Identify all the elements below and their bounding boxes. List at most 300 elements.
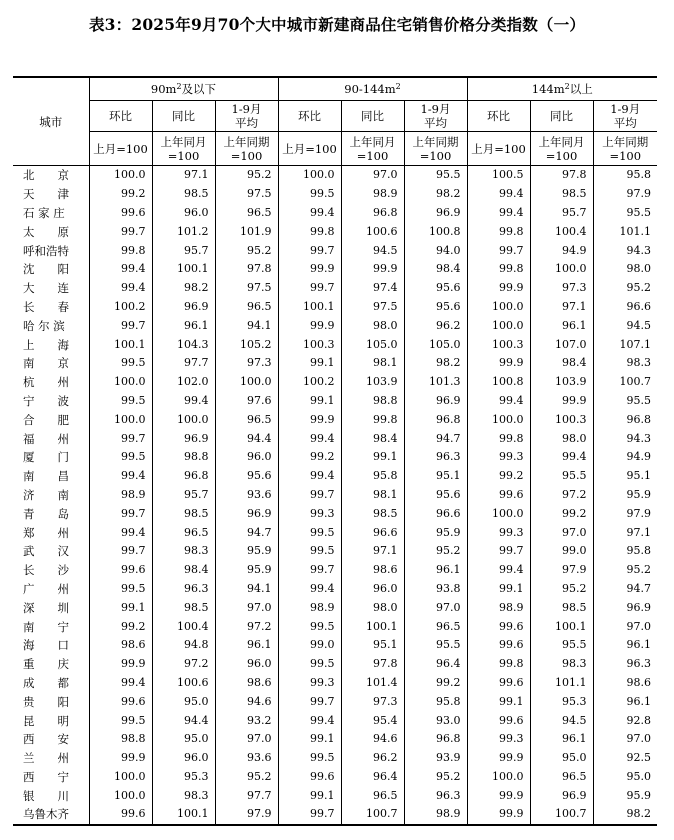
- city-name: 长 沙: [23, 563, 69, 578]
- index-value: 100.0: [530, 260, 593, 279]
- index-value: 94.5: [341, 241, 404, 260]
- index-value: 99.1: [341, 448, 404, 467]
- table-row: [13, 222, 657, 241]
- index-value: 97.9: [593, 185, 657, 204]
- index-value: 96.9: [404, 204, 467, 223]
- city-name: 深 圳: [23, 600, 69, 615]
- index-value: 100.6: [152, 674, 215, 693]
- index-value: 107.0: [530, 335, 593, 354]
- index-value: 99.4: [278, 429, 341, 448]
- index-value: 95.6: [404, 279, 467, 298]
- index-value: 97.1: [530, 298, 593, 317]
- index-value: 96.8: [152, 467, 215, 486]
- index-value: 94.8: [152, 636, 215, 655]
- index-value: 99.1: [278, 392, 341, 411]
- subheader-1-3: 1-9月 平均: [215, 101, 278, 132]
- city-name: 南 宁: [23, 619, 69, 634]
- index-value: 98.9: [404, 805, 467, 825]
- base-header-2-2: 上年同月 =100: [341, 132, 404, 166]
- index-value: 99.6: [467, 617, 530, 636]
- index-value: 100.0: [89, 786, 152, 805]
- index-value: 99.4: [89, 467, 152, 486]
- table-row: [13, 392, 657, 411]
- table-row: [13, 617, 657, 636]
- index-value: 97.0: [593, 617, 657, 636]
- index-value: 98.9: [341, 185, 404, 204]
- city-name: 天 津: [23, 187, 69, 202]
- index-value: 99.4: [278, 467, 341, 486]
- table-row: [13, 204, 657, 223]
- city-name: 厦 门: [23, 450, 69, 465]
- index-value: 98.4: [341, 429, 404, 448]
- index-value: 99.2: [467, 467, 530, 486]
- table-body: [13, 166, 657, 825]
- subheader-3-2: 同比: [530, 101, 593, 132]
- city-name: 西 宁: [23, 769, 69, 784]
- index-value: 100.8: [404, 222, 467, 241]
- index-value: 97.5: [341, 298, 404, 317]
- index-value: 96.4: [341, 768, 404, 787]
- index-value: 97.2: [215, 617, 278, 636]
- index-value: 94.3: [593, 241, 657, 260]
- table-row: [13, 561, 657, 580]
- index-value: 100.0: [215, 373, 278, 392]
- index-value: 99.6: [467, 636, 530, 655]
- index-value: 99.8: [467, 655, 530, 674]
- group-header-1: $90m^2$及以下: [89, 77, 278, 101]
- index-value: 95.3: [152, 768, 215, 787]
- index-value: 99.7: [89, 222, 152, 241]
- index-value: 98.2: [404, 354, 467, 373]
- index-value: 96.9: [530, 786, 593, 805]
- index-value: 96.1: [152, 316, 215, 335]
- base-header-3-3: 上年同期 =100: [593, 132, 657, 166]
- index-value: 99.4: [278, 711, 341, 730]
- index-value: 100.2: [89, 298, 152, 317]
- index-value: 99.8: [341, 410, 404, 429]
- index-value: 95.8: [341, 467, 404, 486]
- index-value: 105.0: [341, 335, 404, 354]
- index-value: 96.3: [152, 580, 215, 599]
- index-value: 100.4: [530, 222, 593, 241]
- index-value: 96.5: [530, 768, 593, 787]
- city-name: 南 京: [23, 356, 69, 371]
- index-value: 99.5: [278, 655, 341, 674]
- index-value: 99.4: [530, 448, 593, 467]
- index-value: 96.0: [215, 655, 278, 674]
- index-value: 99.8: [467, 222, 530, 241]
- index-value: 99.5: [278, 542, 341, 561]
- index-value: 96.5: [215, 204, 278, 223]
- index-value: 99.2: [404, 674, 467, 693]
- index-value: 96.3: [593, 655, 657, 674]
- index-value: 97.2: [530, 486, 593, 505]
- index-value: 99.1: [467, 580, 530, 599]
- index-value: 98.6: [215, 674, 278, 693]
- index-value: 95.5: [530, 467, 593, 486]
- index-value: 99.5: [278, 523, 341, 542]
- index-value: 98.9: [278, 598, 341, 617]
- index-value: 96.0: [152, 204, 215, 223]
- index-value: 94.6: [215, 692, 278, 711]
- city-name: 福 州: [23, 431, 69, 446]
- index-value: 99.9: [89, 655, 152, 674]
- index-value: 96.0: [152, 749, 215, 768]
- index-value: 101.1: [593, 222, 657, 241]
- index-value: 97.1: [341, 542, 404, 561]
- index-value: 100.2: [278, 373, 341, 392]
- index-value: 96.8: [404, 730, 467, 749]
- index-value: 96.6: [341, 523, 404, 542]
- base-header-2-1: 上月=100: [278, 132, 341, 166]
- index-value: 100.0: [467, 298, 530, 317]
- index-value: 99.3: [467, 523, 530, 542]
- city-column-header: 城市: [13, 77, 89, 166]
- index-value: 98.5: [152, 504, 215, 523]
- index-value: 96.9: [215, 504, 278, 523]
- index-value: 99.5: [278, 749, 341, 768]
- index-value: 100.0: [89, 768, 152, 787]
- index-value: 98.2: [152, 279, 215, 298]
- city-name: 上 海: [23, 337, 69, 352]
- index-value: 95.5: [593, 392, 657, 411]
- table-row: [13, 749, 657, 768]
- index-value: 98.9: [467, 598, 530, 617]
- city-name: 呼和浩特: [23, 243, 69, 258]
- index-value: 100.0: [89, 410, 152, 429]
- index-value: 94.5: [593, 316, 657, 335]
- table-row: [13, 279, 657, 298]
- index-value: 98.2: [404, 185, 467, 204]
- index-value: 99.9: [467, 279, 530, 298]
- index-value: 100.0: [467, 768, 530, 787]
- index-value: 96.1: [530, 316, 593, 335]
- city-name: 武 汉: [23, 544, 69, 559]
- index-value: 99.7: [278, 486, 341, 505]
- index-value: 94.4: [152, 711, 215, 730]
- base-header-3-1: 上月=100: [467, 132, 530, 166]
- index-value: 98.0: [530, 429, 593, 448]
- table-row: [13, 598, 657, 617]
- city-name: 大 连: [23, 281, 69, 296]
- index-value: 96.3: [404, 786, 467, 805]
- table-row: [13, 636, 657, 655]
- index-value: 98.5: [530, 185, 593, 204]
- index-value: 96.9: [152, 298, 215, 317]
- index-value: 97.0: [215, 598, 278, 617]
- city-name: 太 原: [23, 224, 69, 239]
- city-name: 杭 州: [23, 375, 69, 390]
- index-value: 98.4: [152, 561, 215, 580]
- index-value: 92.5: [593, 749, 657, 768]
- index-value: 100.7: [530, 805, 593, 825]
- index-value: 96.8: [341, 204, 404, 223]
- city-name: 乌鲁木齐: [13, 805, 89, 825]
- city-name: 广 州: [23, 581, 69, 596]
- index-value: 99.4: [89, 279, 152, 298]
- base-header-1-3: 上年同期 =100: [215, 132, 278, 166]
- index-value: 94.9: [593, 448, 657, 467]
- group-header-3: $144m^2$以上: [467, 77, 657, 101]
- index-value: 99.8: [467, 429, 530, 448]
- index-value: 95.9: [404, 523, 467, 542]
- index-value: 97.1: [152, 166, 215, 185]
- index-value: 98.2: [593, 805, 657, 825]
- table-row: [13, 260, 657, 279]
- index-value: 98.5: [152, 185, 215, 204]
- city-name: 昆 明: [23, 713, 69, 728]
- city-name: 济 南: [23, 487, 69, 502]
- index-value: 99.3: [278, 674, 341, 693]
- index-value: 99.6: [89, 561, 152, 580]
- subheader-1-1: 环比: [89, 101, 152, 132]
- city-name: 西 安: [23, 732, 69, 747]
- city-name: 长 春: [23, 299, 69, 314]
- city-name: 银 川: [23, 788, 69, 803]
- index-value: 95.0: [530, 749, 593, 768]
- index-value: 107.1: [593, 335, 657, 354]
- index-value: 99.7: [89, 316, 152, 335]
- subheader-2-2: 同比: [341, 101, 404, 132]
- index-value: 95.5: [530, 636, 593, 655]
- index-value: 95.7: [152, 241, 215, 260]
- index-value: 97.5: [215, 185, 278, 204]
- index-value: 99.2: [89, 617, 152, 636]
- index-value: 98.3: [530, 655, 593, 674]
- index-value: 100.7: [341, 805, 404, 825]
- index-value: 95.9: [215, 542, 278, 561]
- index-value: 98.0: [593, 260, 657, 279]
- index-value: 95.6: [404, 298, 467, 317]
- index-value: 98.6: [341, 561, 404, 580]
- index-value: 95.0: [152, 692, 215, 711]
- index-value: 93.6: [215, 486, 278, 505]
- index-value: 99.4: [467, 561, 530, 580]
- index-value: 95.7: [152, 486, 215, 505]
- index-value: 97.2: [152, 655, 215, 674]
- index-value: 100.1: [278, 298, 341, 317]
- index-value: 98.5: [152, 598, 215, 617]
- index-value: 100.5: [467, 166, 530, 185]
- index-value: 99.9: [467, 786, 530, 805]
- index-value: 95.8: [593, 542, 657, 561]
- index-value: 94.1: [215, 316, 278, 335]
- index-value: 105.0: [404, 335, 467, 354]
- index-value: 100.1: [152, 805, 215, 825]
- base-header-1-2: 上年同月 =100: [152, 132, 215, 166]
- index-value: 103.9: [530, 373, 593, 392]
- index-value: 95.2: [404, 542, 467, 561]
- index-value: 93.6: [215, 749, 278, 768]
- index-value: 95.5: [404, 166, 467, 185]
- table-row: [13, 316, 657, 335]
- city-name: 郑 州: [23, 525, 69, 540]
- index-value: 97.0: [530, 523, 593, 542]
- index-value: 96.1: [593, 636, 657, 655]
- index-value: 100.1: [152, 260, 215, 279]
- index-value: 99.7: [278, 561, 341, 580]
- index-value: 96.5: [152, 523, 215, 542]
- index-value: 94.5: [530, 711, 593, 730]
- index-value: 95.9: [215, 561, 278, 580]
- city-name: 北 京: [23, 168, 69, 183]
- table-row: [13, 335, 657, 354]
- index-value: 96.1: [404, 561, 467, 580]
- index-value: 99.8: [467, 260, 530, 279]
- index-value: 98.1: [341, 486, 404, 505]
- index-value: 98.5: [341, 504, 404, 523]
- city-name: 宁 波: [23, 393, 69, 408]
- index-value: 99.8: [278, 222, 341, 241]
- table-row: [13, 786, 657, 805]
- index-value: 99.0: [278, 636, 341, 655]
- city-name: 沈 阳: [23, 262, 69, 277]
- index-value: 99.4: [467, 185, 530, 204]
- index-value: 99.7: [278, 692, 341, 711]
- city-name: 兰 州: [23, 751, 69, 766]
- index-value: 97.1: [593, 523, 657, 542]
- table-row: [13, 504, 657, 523]
- index-value: 101.3: [404, 373, 467, 392]
- index-value: 98.5: [530, 598, 593, 617]
- index-value: 99.5: [89, 711, 152, 730]
- group-header-2: $90-144m^2$: [278, 77, 467, 101]
- subheader-1-2: 同比: [152, 101, 215, 132]
- index-value: 99.1: [467, 692, 530, 711]
- table-row: [13, 410, 657, 429]
- index-value: 96.0: [341, 580, 404, 599]
- index-value: 97.9: [593, 504, 657, 523]
- table-row: [13, 241, 657, 260]
- table-row: [13, 166, 657, 185]
- table-row: [13, 354, 657, 373]
- index-value: 98.4: [404, 260, 467, 279]
- index-value: 97.8: [341, 655, 404, 674]
- index-value: 99.7: [89, 504, 152, 523]
- index-value: 99.2: [278, 448, 341, 467]
- index-value: 93.0: [404, 711, 467, 730]
- index-value: 94.9: [530, 241, 593, 260]
- index-value: 99.9: [278, 410, 341, 429]
- index-value: 98.3: [593, 354, 657, 373]
- index-value: 97.3: [530, 279, 593, 298]
- index-value: 100.0: [467, 316, 530, 335]
- base-header-3-2: 上年同月 =100: [530, 132, 593, 166]
- index-value: 99.5: [89, 354, 152, 373]
- index-value: 94.4: [215, 429, 278, 448]
- index-value: 99.1: [278, 354, 341, 373]
- index-value: 98.3: [152, 542, 215, 561]
- index-value: 99.6: [467, 674, 530, 693]
- index-value: 99.9: [341, 260, 404, 279]
- index-value: 96.8: [404, 410, 467, 429]
- index-value: 99.8: [89, 241, 152, 260]
- index-value: 95.2: [593, 279, 657, 298]
- index-value: 99.0: [530, 542, 593, 561]
- table-row: [13, 674, 657, 693]
- index-value: 99.4: [89, 260, 152, 279]
- index-value: 93.8: [404, 580, 467, 599]
- table-row: [13, 429, 657, 448]
- base-header-2-3: 上年同期 =100: [404, 132, 467, 166]
- index-value: 99.9: [467, 354, 530, 373]
- city-name: 哈 尔 滨: [23, 318, 65, 333]
- index-value: 95.4: [341, 711, 404, 730]
- table-row: [13, 580, 657, 599]
- index-value: 98.8: [152, 448, 215, 467]
- index-value: 95.7: [530, 204, 593, 223]
- index-value: 97.6: [215, 392, 278, 411]
- index-value: 97.3: [341, 692, 404, 711]
- index-value: 99.3: [467, 730, 530, 749]
- city-name: 贵 阳: [23, 694, 69, 709]
- index-value: 97.0: [215, 730, 278, 749]
- index-value: 99.5: [278, 185, 341, 204]
- index-value: 105.2: [215, 335, 278, 354]
- index-value: 99.6: [89, 204, 152, 223]
- table-row: [13, 768, 657, 787]
- index-value: 97.5: [215, 279, 278, 298]
- index-value: 99.1: [278, 730, 341, 749]
- index-value: 98.1: [341, 354, 404, 373]
- table-row: [13, 523, 657, 542]
- index-value: 100.8: [467, 373, 530, 392]
- index-value: 96.0: [215, 448, 278, 467]
- city-name: 合 肥: [23, 412, 69, 427]
- index-value: 95.0: [593, 768, 657, 787]
- index-value: 95.8: [593, 166, 657, 185]
- city-name: 石 家 庄: [23, 205, 65, 220]
- index-value: 95.2: [215, 768, 278, 787]
- table-header: [13, 77, 657, 166]
- index-value: 97.0: [341, 166, 404, 185]
- index-value: 99.4: [89, 674, 152, 693]
- index-value: 99.4: [278, 204, 341, 223]
- subheader-3-1: 环比: [467, 101, 530, 132]
- table-row: [13, 805, 657, 825]
- subheader-2-3: 1-9月 平均: [404, 101, 467, 132]
- index-value: 92.8: [593, 711, 657, 730]
- index-value: 99.1: [89, 598, 152, 617]
- index-value: 99.6: [278, 768, 341, 787]
- index-value: 99.7: [89, 429, 152, 448]
- index-value: 97.7: [152, 354, 215, 373]
- index-value: 95.2: [530, 580, 593, 599]
- index-value: 95.9: [593, 786, 657, 805]
- index-value: 100.6: [341, 222, 404, 241]
- index-value: 98.0: [341, 316, 404, 335]
- index-value: 98.9: [89, 486, 152, 505]
- index-value: 96.1: [593, 692, 657, 711]
- index-value: 101.2: [152, 222, 215, 241]
- index-value: 101.9: [215, 222, 278, 241]
- index-value: 96.3: [404, 448, 467, 467]
- index-value: 97.7: [215, 786, 278, 805]
- index-value: 99.6: [89, 692, 152, 711]
- index-value: 99.2: [530, 504, 593, 523]
- subheader-3-3: 1-9月 平均: [593, 101, 657, 132]
- index-value: 100.0: [89, 166, 152, 185]
- index-value: 97.9: [530, 561, 593, 580]
- index-value: 96.8: [593, 410, 657, 429]
- index-value: 99.4: [278, 580, 341, 599]
- index-value: 96.6: [593, 298, 657, 317]
- index-value: 97.8: [530, 166, 593, 185]
- index-value: 95.0: [152, 730, 215, 749]
- index-value: 94.0: [404, 241, 467, 260]
- index-value: 99.4: [467, 392, 530, 411]
- index-value: 97.8: [215, 260, 278, 279]
